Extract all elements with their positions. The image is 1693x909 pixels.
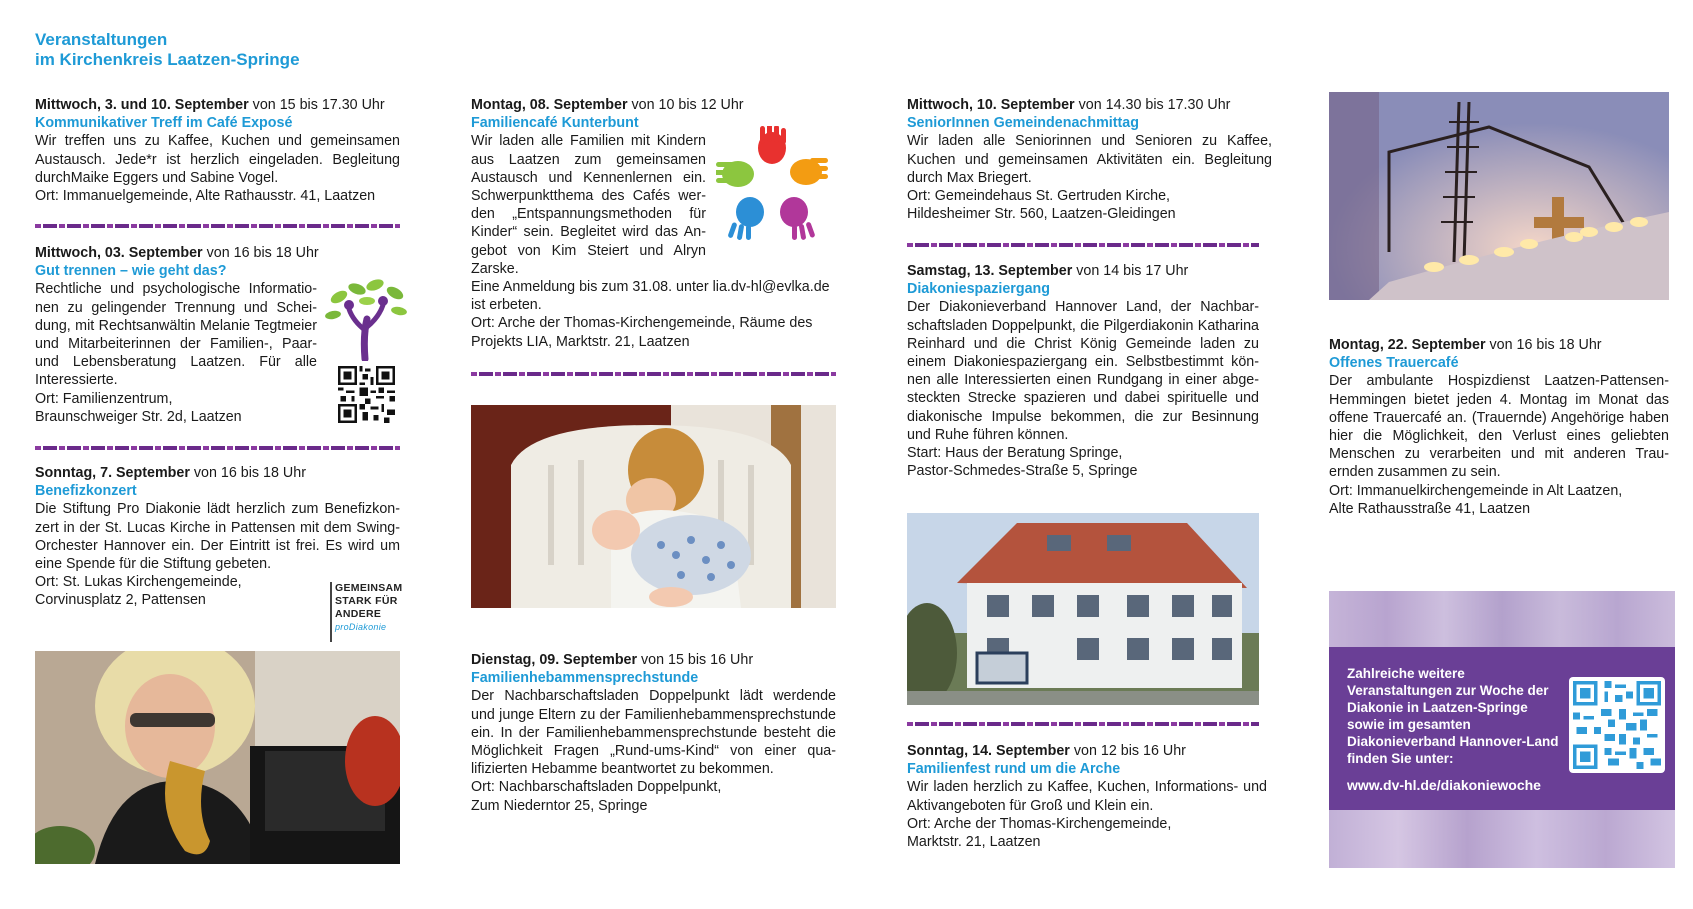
event-place: Corvinusplatz 2, Pattensen [35,592,206,609]
divider [907,243,1259,247]
event-body: Wir treffen uns zu Kaffee, Kuchen und gemeinsamen Austausch. Jede*r ist herzlich eingeladen. Begleitung durchMaike Eggers und Sabine Vogel. [35,133,400,186]
event-title: Offenes Trauercafé [1329,355,1459,372]
event-title: Gut trennen – wie geht das? [35,263,227,280]
event-body: Die Stiftung Pro Diakonie lädt herzlich zum Benefizkonzert in der St. Lucas Kirche in Pattensen mit dem Swing-Orchester Hannover ein. Der Eintritt ist frei. Es wird um eine Spende für die Stiftung gebeten. [35,501,400,573]
qr-code[interactable] [1569,677,1665,773]
event-place: Ort: Gemeindehaus St. Gertruden Kirche, [907,188,1171,205]
event-place: Start: Haus der Beratung Springe, [907,445,1123,462]
event-place: Hildesheimer Str. 560, Laatzen-Gleidingen [907,206,1176,223]
tree-family-icon [323,275,409,361]
event-date: Montag, 22. September [1329,337,1486,353]
promo-text: Zahlreiche weitere Veranstaltungen zur Woche der Diakonie in Laatzen-Springe sowie im gesamten Diakonieverband Hannover-Land finden Sie unter: [1347,666,1559,766]
event-place: Braunschweiger Str. 2d, Laatzen [35,408,242,425]
people-photo-strip [1329,591,1675,647]
event-title: Diakoniespaziergang [907,281,1051,298]
photo-saxophone-player [35,651,400,864]
event-9 [1329,336,1669,518]
photo-candles-cross [1329,92,1669,300]
event-body: Wir laden herzlich zu Kaffee, Kuchen, Informations- und Aktivangeboten für Groß und Klein ein. [907,779,1267,814]
event-title: SeniorInnen Gemeindenachmittag [907,115,1139,132]
event-place: Ort: Familienzentrum, [35,390,173,407]
event-time: von 16 bis 18 Uhr [189,465,306,481]
event-8 [907,742,1267,851]
event-time: von 15 bis 16 Uhr [637,652,754,668]
event-body: Wir laden alle Familien mit Kindern aus Laatzen zum gemeinsamen Austausch und Kennenlernen ein. Schwerpunktthema des Cafés werden „Entspannungsmethoden für Kinder“ sein. Begleitet wird das Angebot von Kim Steiert und Alryn Zarske. [471,133,706,277]
event-body: Der ambulante Hospizdienst Laatzen-Pattensen-Hemmingen bietet jeden 4. Montag im Monat das offene Trauercafé an. (Trauernde) Angehörige haben hier die Möglichkeit, den Verlust eines geliebten Menschen zu verarbeiten und mit anderen Trauernden zusammen zu sein. [1329,373,1669,481]
event-place: Ort: Immanuelkirchengemeinde in Alt Laatzen, [1329,482,1623,499]
event-1 [35,96,400,205]
logo-line-3: ANDERE [335,608,382,620]
title-line-2: im Kirchenkreis Laatzen-Springe [35,50,300,69]
event-body: Der Diakonieverband Hannover Land, der Nachbarschaftsladen Doppelpunkt, die Pilgerdiakonin Katharina Reinhard und die Christ König Gemeinde laden zu einem Diakoniespaziergang ein. Selbstbestimmt können alle Interessierten einen Rundgang in einer abgesteckten Strecke spazieren und dabei spirituelle und diakonische Impulse bekommen, die zur Besinnung und Ruhe führen können. [907,299,1259,443]
photo-house [907,513,1259,705]
event-time: von 14.30 bis 17.30 Uhr [1074,97,1231,113]
divider [35,446,400,450]
event-date: Samstag, 13. September [907,263,1073,279]
event-date: Sonntag, 7. September [35,465,190,481]
colorful-hands-icon [716,126,828,240]
event-time: von 16 bis 18 Uhr [202,245,319,261]
event-title: Benefizkonzert [35,483,137,500]
event-date: Dienstag, 09. September [471,652,638,668]
logo-line-2: STARK FÜR [335,595,398,607]
event-title: Kommunikativer Treff im Café Exposé [35,115,293,132]
prodiakonie-logo [330,582,402,642]
promo-box [1329,591,1675,868]
event-date: Mittwoch, 10. September [907,97,1075,113]
qr-code[interactable] [338,366,395,423]
event-body: Der Nachbarschaftsladen Doppelpunkt lädt werdende und junge Eltern zu der Familienhebammensprechstunde ein. In der Familienhebammensprechstunde besteht die Möglichkeit Fragen „Rund-ums-Kind“ von einer qualifizierten Hebamme beantwortet zu bekommen. [471,688,836,778]
event-time: von 15 bis 17.30 Uhr [248,97,385,113]
event-date: Mittwoch, 03. September [35,245,203,261]
event-title: Familienfest rund um die Arche [907,761,1121,778]
event-place: Pastor-Schmedes-Straße 5, Springe [907,463,1138,480]
people-photo-strip [1329,810,1675,868]
event-title: Familienhebammensprechstunde [471,670,699,687]
event-6 [907,96,1272,223]
title-line-1: Veranstaltungen [35,30,168,49]
event-place: Ort: Arche der Thomas-Kirchengemeinde, [907,815,1172,832]
page-title [35,30,300,70]
event-5 [471,651,836,815]
event-time: von 12 bis 16 Uhr [1069,743,1186,759]
event-date: Sonntag, 14. September [907,743,1070,759]
event-body: Wir laden alle Seniorinnen und Senioren zu Kaffee, Kuchen und gemeinsamen Aktivitäten ein. Begleitung durch Max Briegert. [907,133,1272,186]
event-title: Familiencafé Kunterbunt [471,115,639,132]
divider [907,722,1259,726]
event-place: Ort: Nachbarschaftsladen Doppelpunkt, [471,779,722,796]
event-place: Ort: St. Lukas Kirchengemeinde, [35,574,242,591]
event-time: von 16 bis 18 Uhr [1485,337,1602,353]
logo-line-1: GEMEINSAM [335,582,403,594]
event-place: Zum Niederntor 25, Springe [471,797,648,814]
event-7 [907,262,1259,480]
event-date: Mittwoch, 3. und 10. September [35,97,249,113]
event-place: Marktstr. 21, Laatzen [907,834,1041,851]
event-place: Ort: Arche der Thomas-Kirchengemeinde, Räume des Projekts LIA, Marktstr. 21, Laatzen [471,315,813,350]
event-time: von 14 bis 17 Uhr [1072,263,1189,279]
event-place: Alte Rathausstraße 41, Laatzen [1329,500,1531,517]
promo-url-link[interactable]: www.dv-hl.de/diakoniewoche [1347,777,1541,793]
photo-children-on-chair [471,405,836,608]
logo-line-4: proDiakonie [335,622,387,632]
divider [35,224,400,228]
promo-panel [1329,647,1675,810]
event-place: Ort: Immanuelgemeinde, Alte Rathausstr. 41, Laatzen [35,188,376,205]
event-register: Eine Anmeldung bis zum 31.08. unter lia.dv-hl@evlka.de ist erbeten. [471,279,830,314]
event-body: Rechtliche und psychologische Informationen zu gelingender Trennung und Scheidung, mit Rechtsanwältin Melanie Tegtmeier und Mitarbeiterinnen der Familien-, Paar- und Lebensberatung Laatzen. Für alle Interessierte. [35,281,317,389]
event-date: Montag, 08. September [471,97,628,113]
event-time: von 10 bis 12 Uhr [627,97,744,113]
divider [471,372,836,376]
